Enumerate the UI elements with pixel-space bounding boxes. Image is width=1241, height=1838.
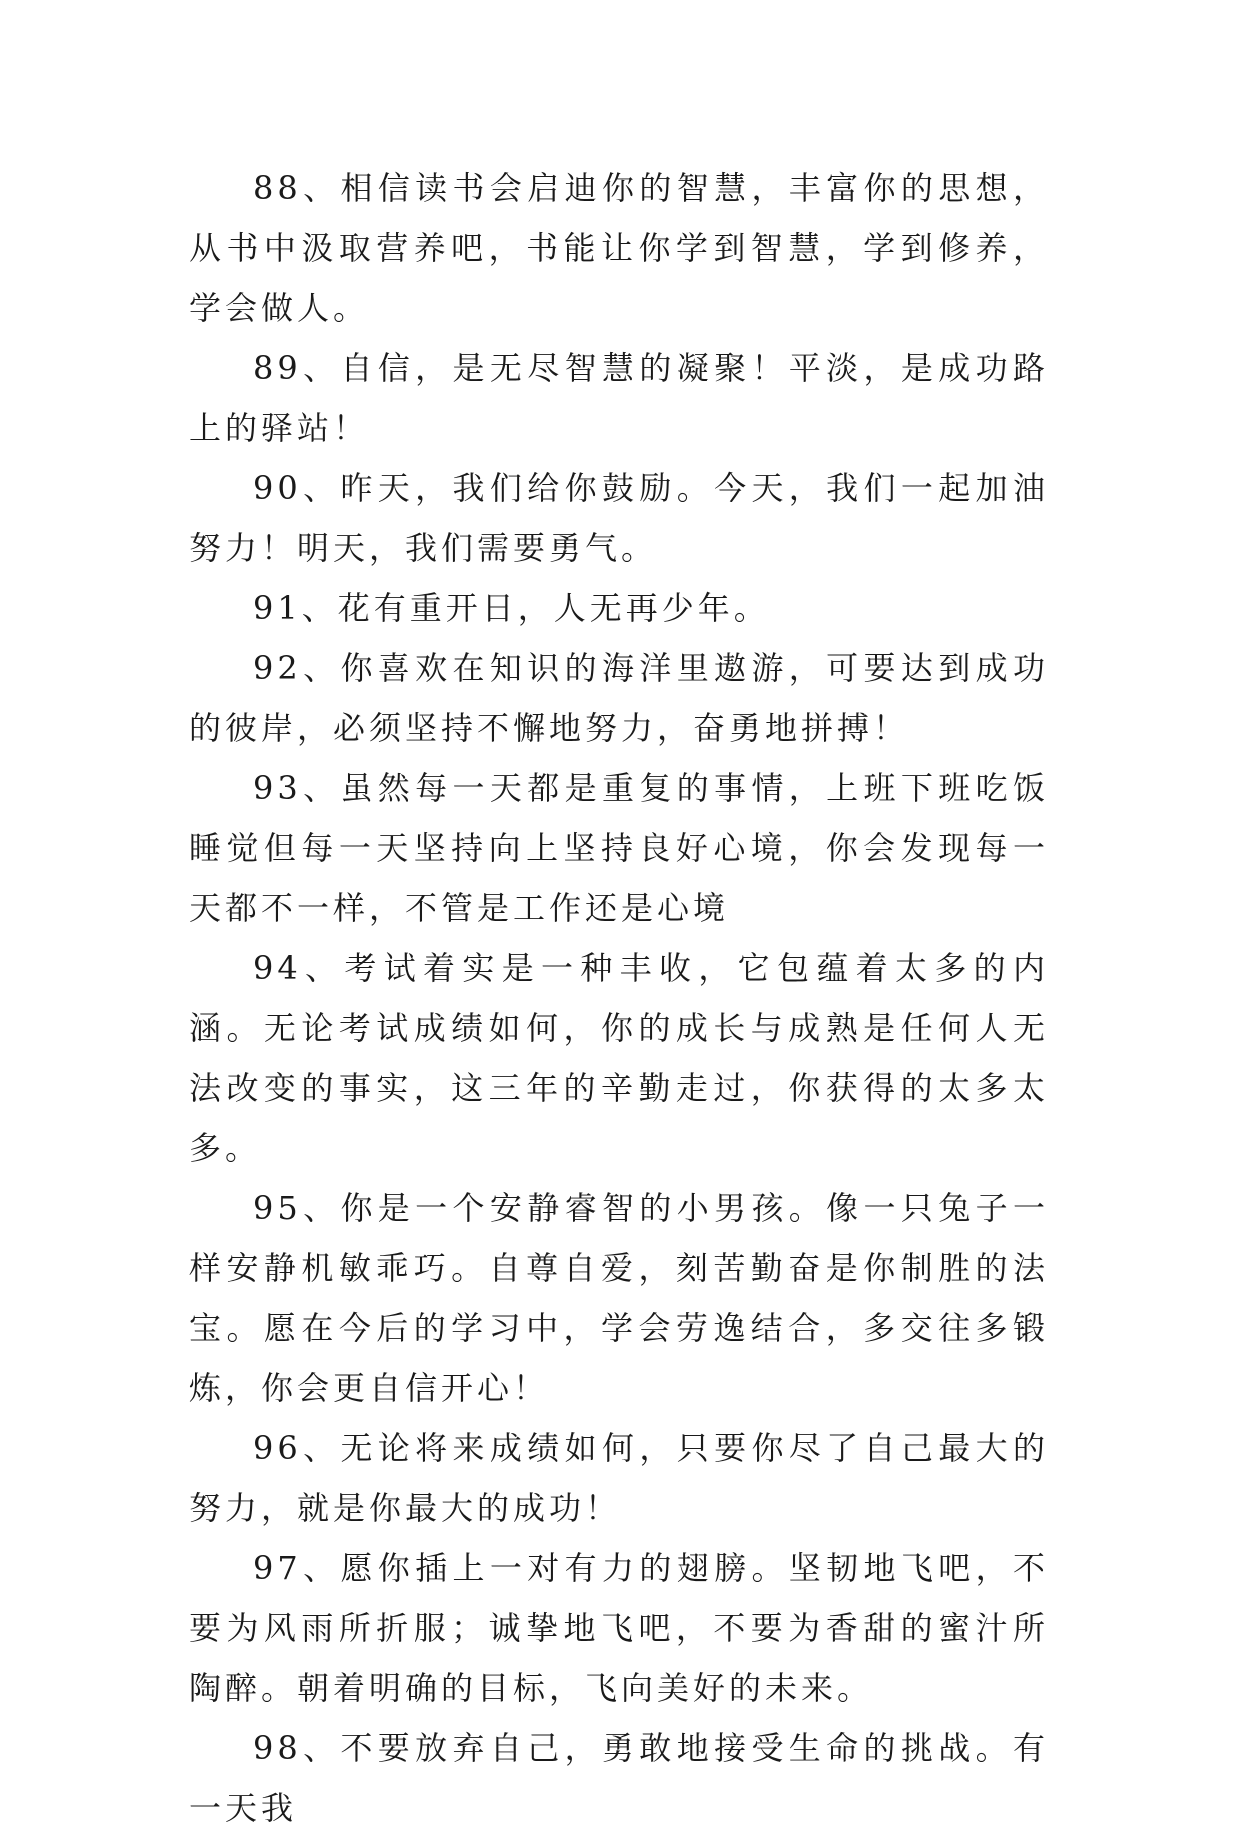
paragraph-97: 97、愿你插上一对有力的翅膀。坚韧地飞吧，不要为风雨所折服；诚挚地飞吧，不要为香甜的蜜汁所陶醉。朝着明确的目标，飞向美好的未来。	[189, 1549, 1049, 1707]
paragraph-93: 93、虽然每一天都是重复的事情，上班下班吃饭睡觉但每一天坚持向上坚持良好心境，你会发现每一天都不一样，不管是工作还是心境	[189, 769, 1049, 927]
paragraph-88: 88、相信读书会启迪你的智慧，丰富你的思想，从书中汲取营养吧，书能让你学到智慧，学到修养，学会做人。	[189, 169, 1049, 327]
paragraph-95: 95、你是一个安静睿智的小男孩。像一只兔子一样安静机敏乖巧。自尊自爱，刻苦勤奋是你制胜的法宝。愿在今后的学习中，学会劳逸结合，多交往多锻炼，你会更自信开心！	[189, 1189, 1049, 1407]
paragraph-98: 98、不要放弃自己，勇敢地接受生命的挑战。有一天我	[189, 1729, 1049, 1827]
paragraph-91: 91、花有重开日，人无再少年。	[253, 589, 770, 627]
paragraph-94: 94、考试着实是一种丰收，它包蕴着太多的内涵。无论考试成绩如何，你的成长与成熟是任何人无法改变的事实，这三年的辛勤走过，你获得的太多太多。	[189, 949, 1049, 1167]
paragraph-96: 96、无论将来成绩如何，只要你尽了自己最大的努力，就是你最大的成功！	[189, 1429, 1049, 1527]
document-body	[189, 158, 1049, 1838]
paragraph-89: 89、自信，是无尽智慧的凝聚！平淡，是成功路上的驿站！	[189, 349, 1049, 447]
paragraph-90: 90、昨天，我们给你鼓励。今天，我们一起加油努力！明天，我们需要勇气。	[189, 469, 1049, 567]
paragraph-92: 92、你喜欢在知识的海洋里遨游，可要达到成功的彼岸，必须坚持不懈地努力，奋勇地拼搏！	[189, 649, 1049, 747]
